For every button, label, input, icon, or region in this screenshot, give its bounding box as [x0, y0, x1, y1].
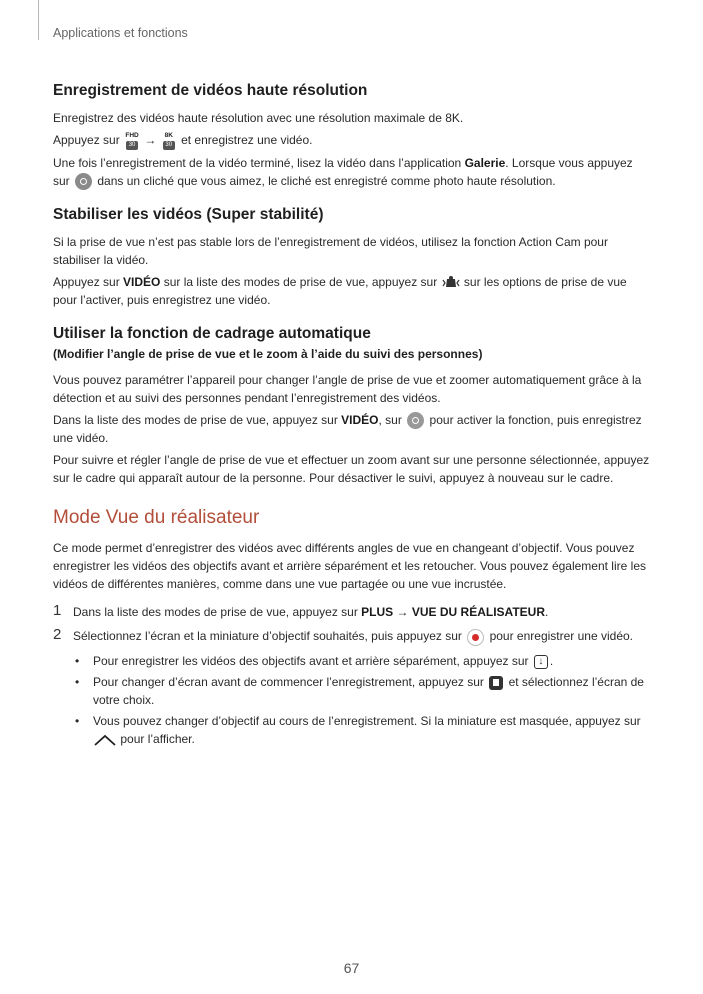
list-item: • Vous pouvez changer d’objectif au cours de l’enregistrement. Si la miniature est masquée, appuyez sur pour l’afficher. — [73, 712, 651, 748]
8k-resolution-icon: 8K 30 — [164, 131, 173, 148]
section-subtitle: (Modifier l’angle de prise de vue et le zoom à l’aide du suivi des personnes) — [53, 347, 483, 362]
step-2: 2 Sélectionnez l’écran et la miniature d’objectif souhaités, puis appuyez sur pour enregistrer une vidéo. — [53, 627, 651, 645]
list-item: • Pour enregistrer les vidéos des objectifs avant et arrière séparément, appuyez sur ↓ . — [73, 652, 651, 670]
running-header: Applications et fonctions — [53, 26, 188, 40]
header-rule — [38, 0, 39, 40]
paragraph: Appuyez sur VIDÉO sur la liste des modes de prise de vue, appuyez sur sur les options de prise de vue pour l’activer, puis enregistrez une vidéo. — [53, 275, 627, 308]
step-1: 1 Dans la liste des modes de prise de vue, appuyez sur PLUS → VUE DU RÉALISATEUR. — [53, 602, 549, 620]
record-button-icon — [467, 629, 484, 646]
chevron-up-icon — [93, 733, 117, 747]
download-arrow-icon: ↓ — [534, 655, 548, 669]
auto-framing-icon — [407, 412, 424, 429]
page-content — [53, 82, 651, 752]
bullet-list — [73, 652, 651, 748]
paragraph: Ce mode permet d’enregistrer des vidéos avec différents angles de vue en changeant d’objectif. Vous pouvez enregistrer les vidéos des objectifs avant et arrière séparément et les retoucher. Vous pouvez également lire les vidéos de différentes manières, comme dans une vue partagée ou une vue incrustée. — [53, 541, 646, 592]
section-title-auto-framing: Utiliser la fonction de cadrage automatique — [53, 325, 371, 343]
paragraph: Appuyez sur FHD 30 → 8K 30 et enregistrez une vidéo. — [53, 131, 313, 148]
paragraph: Dans la liste des modes de prise de vue, appuyez sur VIDÉO, sur pour activer la fonction, puis enregistrez une vidéo. — [53, 413, 642, 446]
paragraph: Une fois l’enregistrement de la vidéo terminé, lisez la vidéo dans l’application Galerie. Lorsque vous appuyez sur dans un cliché que vous aimez, le cliché est enregistré comme photo haute résolution. — [53, 154, 651, 190]
paragraph: Si la prise de vue n’est pas stable lors de l’enregistrement de vidéos, utilisez la fonction Action Cam pour stabiliser la vidéo. — [53, 235, 608, 268]
chapter-title-directors-view: Mode Vue du réalisateur — [53, 507, 260, 529]
super-steady-icon — [441, 275, 461, 291]
fhd-resolution-icon: FHD 30 — [125, 131, 139, 148]
section-title-stabilize: Stabiliser les vidéos (Super stabilité) — [53, 206, 324, 224]
paragraph: Pour suivre et régler l’angle de prise de vue et effectuer un zoom avant sur une personne sélectionnée, appuyez sur le cadre qui apparaît autour de la personne. Pour désactiver le suivi, appuyez à nouveau sur le cadre. — [53, 453, 650, 486]
list-item: • Pour changer d’écran avant de commencer l’enregistrement, appuyez sur et sélectionnez l’écran de votre choix. — [73, 673, 651, 709]
paragraph: Enregistrez des vidéos haute résolution avec une résolution maximale de 8K. — [53, 111, 464, 125]
paragraph: Vous pouvez paramétrer l’appareil pour changer l’angle de prise de vue et zoomer automatiquement grâce à la détection et au suivi des personnes pendant l’enregistrement des vidéos. — [53, 373, 642, 406]
capture-frame-icon — [75, 173, 92, 190]
page-number: 67 — [343, 960, 360, 976]
section-title-high-res: Enregistrement de vidéos haute résolution — [53, 82, 368, 99]
screen-layout-icon — [489, 676, 503, 690]
